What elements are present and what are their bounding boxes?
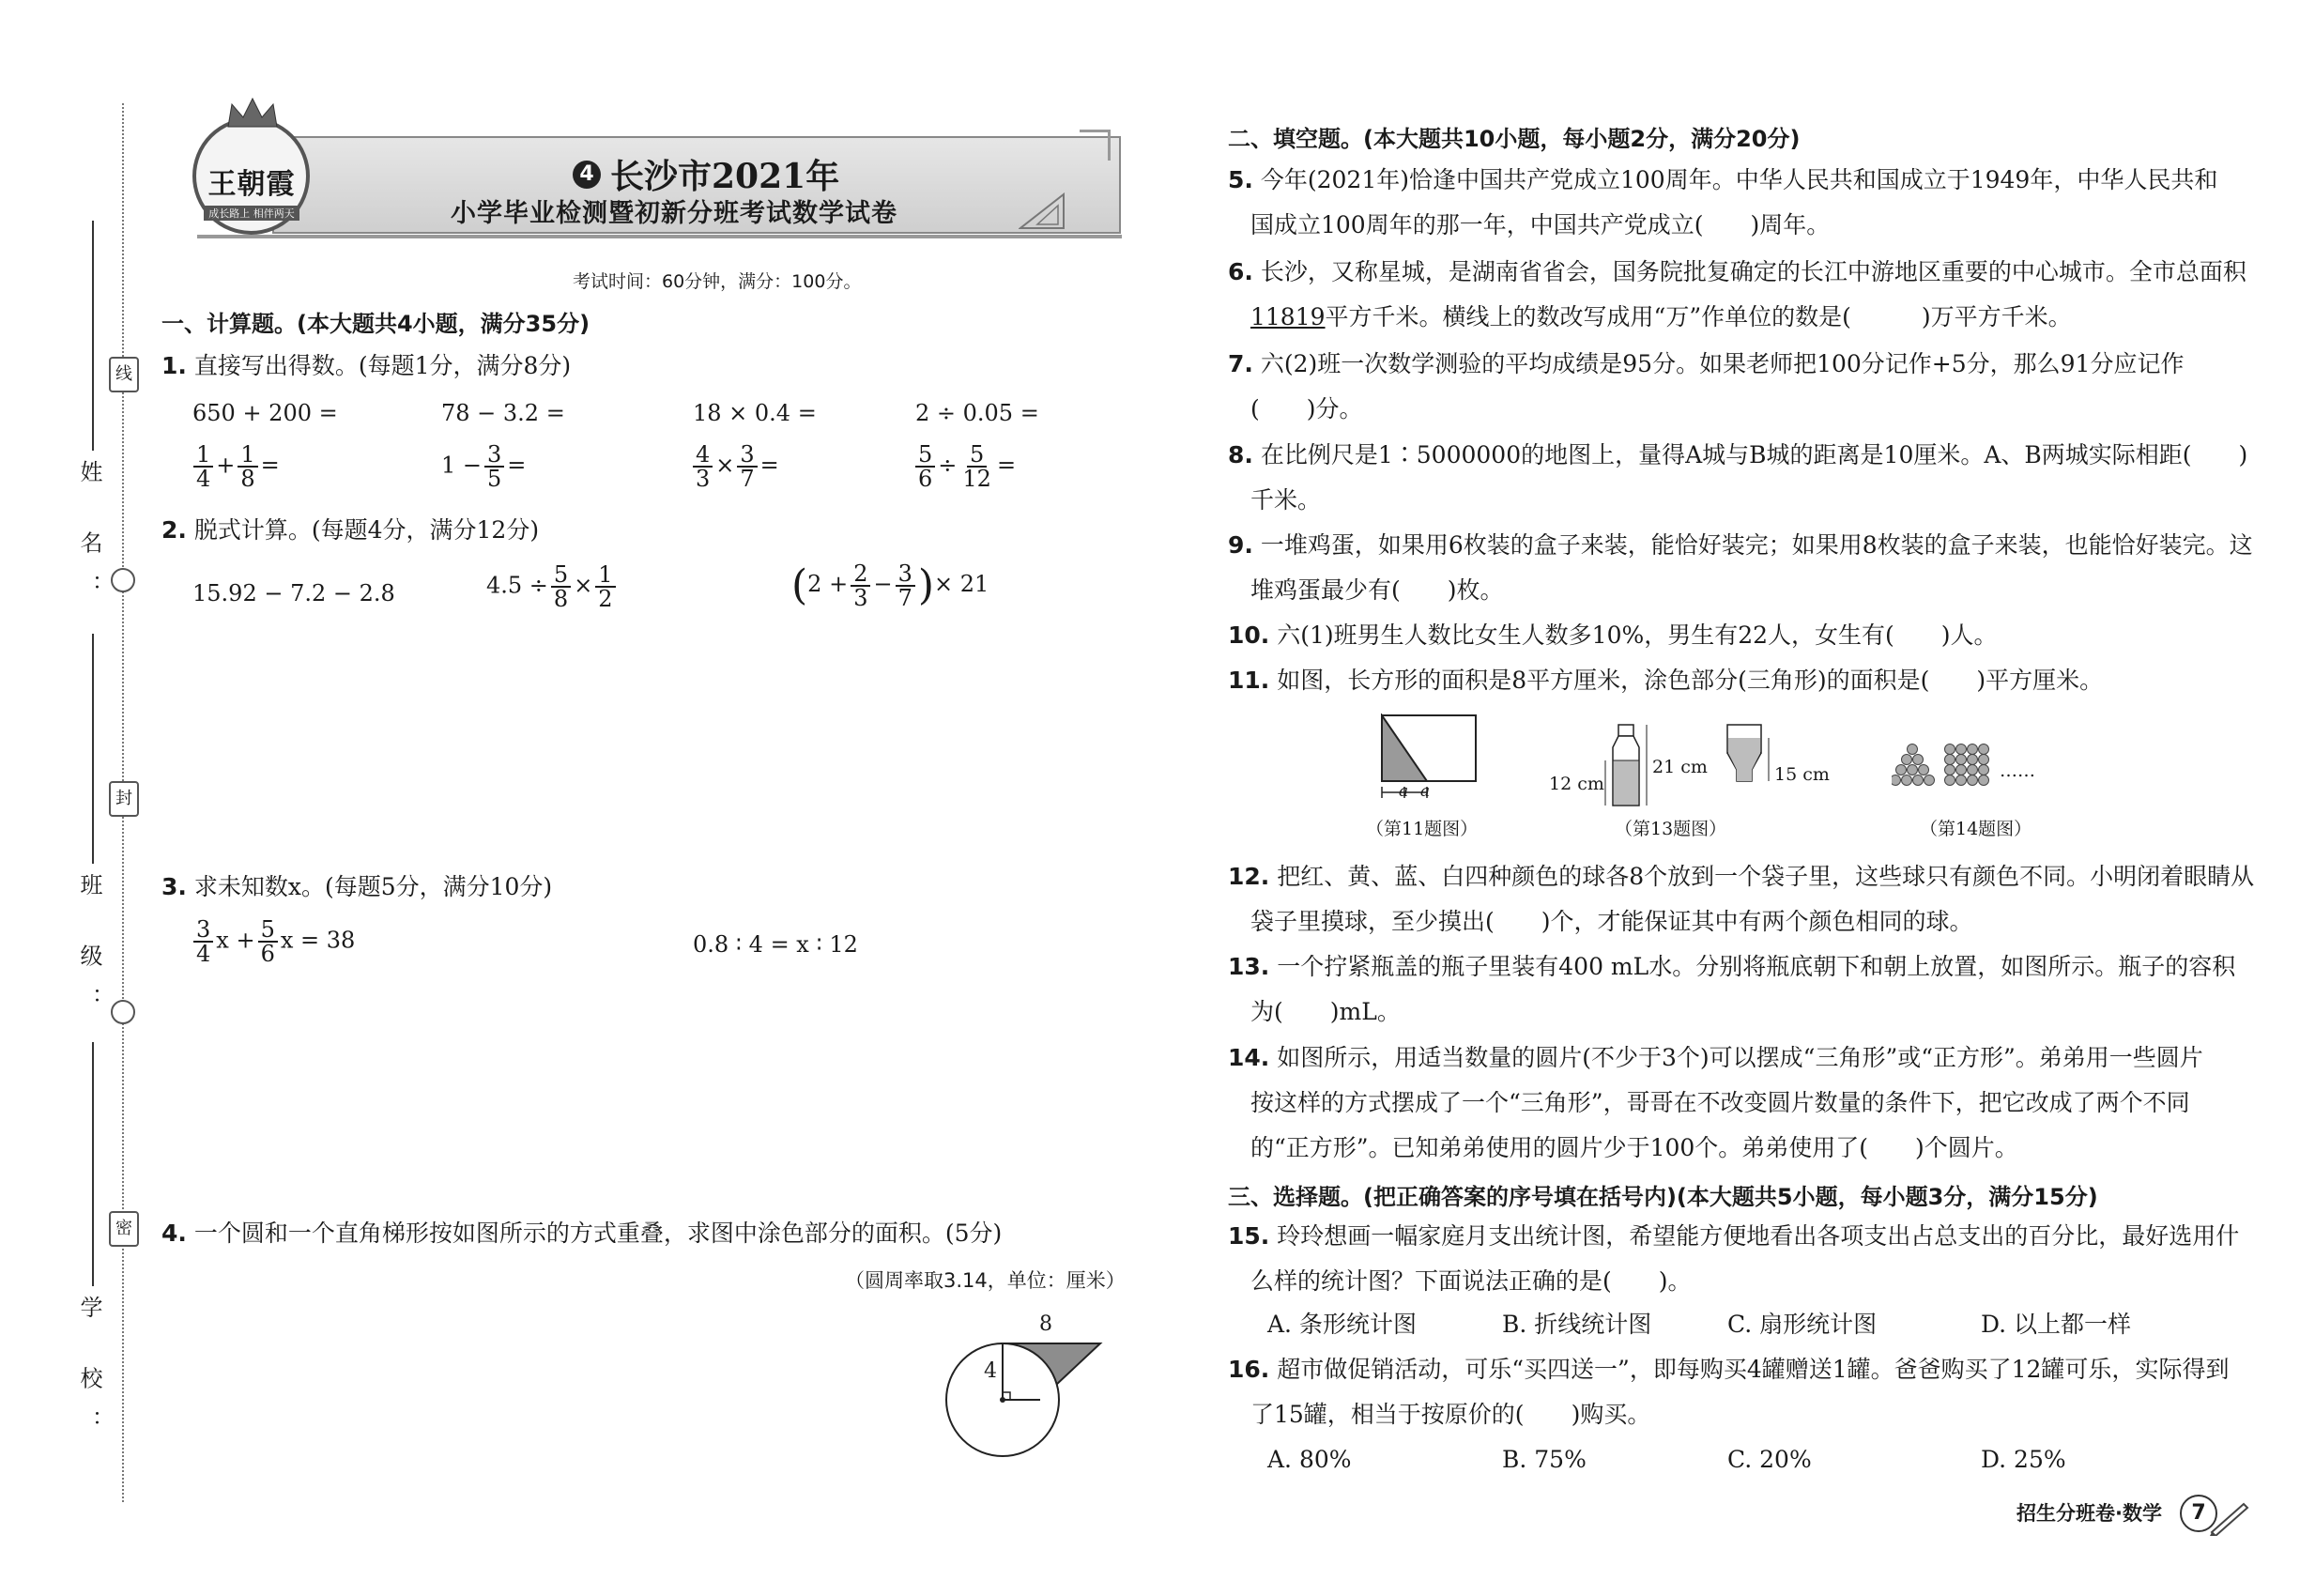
class-label: 班 级：: [76, 873, 102, 1031]
fig-11-label-a2: a: [1420, 782, 1431, 801]
q1-item-f: 1 − $\frac{3}{5}$ =: [441, 441, 527, 492]
fig-13-h3: 15 cm: [1774, 764, 1830, 785]
q11: [1228, 665, 2103, 697]
q14-number: 14.: [1228, 1044, 1270, 1071]
set-square-icon: [1019, 192, 1066, 230]
q15: [1228, 1220, 2239, 1297]
q11-line1: 如图，长方形的面积是8平方厘米，涂色部分(三角形)的面积是( )平方厘米。: [1277, 667, 2104, 694]
banner-bottom-line: [197, 235, 1122, 238]
q10-line1: 六(1)班男生人数比女生人数多10%，男生有22人，女生有( )人。: [1277, 622, 1998, 649]
q1-item-g: $\frac{4}{3}$ × $\frac{3}{7}$ =: [690, 443, 779, 490]
q1-item-a: 650 + 200 =: [192, 400, 338, 426]
q1-item-c: 18 × 0.4 =: [693, 400, 817, 426]
q4: [161, 1218, 1002, 1250]
q3-item-b: 0.8 ∶ 4 = x ∶ 12: [693, 931, 858, 958]
q14-line2: 按这样的方式摆成了一个“三角形”，哥哥在不改变圆片数量的条件下，把它改成了两个不同: [1250, 1089, 2190, 1116]
logo-badge: [192, 117, 310, 235]
q1-item-d: 2 ÷ 0.05 =: [915, 400, 1039, 426]
q6-line2: 平方千米。横线上的数改写成用“万”作单位的数是( )万平方千米。: [1325, 303, 2072, 330]
fig-14-dots: ……: [2000, 760, 2035, 781]
q14-line3: 的“正方形”。已知弟弟使用的圆片少于100个。弟弟使用了( )个圆片。: [1250, 1134, 2018, 1161]
q2-number: 2.: [161, 516, 187, 544]
page-number: 7: [2191, 1501, 2206, 1525]
q6: [1228, 256, 2246, 333]
q1-item-h: $\frac{5}{6}$ ÷ $\frac{5}{12}$ =: [912, 443, 1016, 490]
q15-line2: 么样的统计图？下面说法正确的是( )。: [1250, 1267, 1692, 1295]
q15-line1: 玲玲想画一幅家庭月支出统计图，希望能方便地看出各项支出占总支出的百分比，最好选用什: [1277, 1222, 2240, 1250]
q3-number: 3.: [161, 873, 187, 900]
q2-item-a: 15.92 − 7.2 − 2.8: [192, 580, 395, 606]
q16-option-d: D. 25%: [1981, 1446, 2066, 1473]
q16-number: 16.: [1228, 1356, 1270, 1383]
fig-13-h2: 21 cm: [1652, 757, 1708, 777]
q3-item-a: $\frac{3}{4}$ x + $\frac{5}{6}$ x = 38: [191, 918, 355, 965]
q3-text: 求未知数x。(每题5分，满分10分): [193, 873, 553, 900]
q10: [1228, 620, 1998, 652]
header-subtitle: 小学毕业检测暨初新分班考试数学试卷: [451, 199, 897, 228]
q4-note: （圆周率取3.14，单位：厘米）: [845, 1269, 1126, 1292]
class-field-line: [92, 634, 94, 864]
q9: [1228, 529, 2253, 606]
fig-11-caption: （第11题图）: [1366, 819, 1479, 839]
banner-corner-deco: [1080, 130, 1111, 161]
q16: [1228, 1354, 2229, 1431]
q1-text: 直接写出得数。(每题1分，满分8分): [193, 352, 572, 379]
exam-info: 考试时间：60分钟，满分：100分。: [573, 271, 862, 292]
logo-name: 王朝霞: [207, 168, 296, 201]
seal-char-seal: 封: [109, 781, 139, 817]
binding-hole-icon: [111, 1000, 135, 1024]
q13-number: 13.: [1228, 953, 1270, 980]
section-1-heading: 一、计算题。(本大题共4小题，满分35分): [161, 311, 590, 337]
name-field-line: [92, 221, 94, 451]
footer-book-title: 招生分班卷·数学: [2016, 1502, 2162, 1525]
q9-number: 9.: [1228, 531, 1253, 559]
pen-icon: [2208, 1498, 2250, 1536]
q9-line1: 一堆鸡蛋，如果用6枚装的盒子来装，能恰好装完；如果用8枚装的盒子来装，也能恰好装完。这: [1260, 531, 2253, 559]
q2: [161, 514, 539, 546]
crown-icon: [224, 97, 281, 129]
q4-number: 4.: [161, 1220, 187, 1247]
fig-13-caption: （第13题图）: [1615, 819, 1727, 839]
q6-line1: 长沙，又称星城，是湖南省省会，国务院批复确定的长江中游地区重要的中心城市。全市总面积: [1260, 258, 2246, 285]
q16-option-a: A. 80%: [1267, 1446, 1352, 1473]
q2-item-b: 4.5 ÷ $\frac{5}{8}$ × $\frac{1}{2}$: [486, 563, 619, 610]
q8: [1228, 439, 2247, 516]
q2-item-c-tail: × 21: [934, 571, 989, 597]
logo-motto: 成长路上 相伴两天: [204, 206, 299, 221]
q4-figure: [939, 1310, 1127, 1474]
q12: [1228, 861, 2254, 938]
q3: [161, 871, 552, 903]
q14: [1228, 1042, 2203, 1164]
fig-14: [1892, 742, 1995, 798]
q10-number: 10.: [1228, 622, 1270, 649]
q1-item-b: 78 − 3.2 =: [441, 400, 565, 426]
q8-line2: 千米。: [1250, 486, 1322, 514]
q8-number: 8.: [1228, 441, 1253, 468]
q1-item-e: $\frac{1}{4}$ + $\frac{1}{8}$ =: [191, 443, 280, 490]
q5-line2: 国成立100周年的那一年，中国共产党成立( )周年。: [1250, 211, 1831, 238]
q16-line2: 了15罐，相当于按原价的( )购买。: [1250, 1401, 1651, 1428]
q3-item-a-tail: x = 38: [280, 927, 356, 954]
seal-char-line: 线: [109, 357, 139, 392]
q16-option-c: C. 20%: [1727, 1446, 1812, 1473]
q12-line1: 把红、黄、蓝、白四种颜色的球各8个放到一个袋子里，这些球只有颜色不同。小明闭着眼睛从: [1277, 863, 2255, 890]
q13-line1: 一个拧紧瓶盖的瓶子里装有400 mL水。分别将瓶底朝下和朝上放置，如图所示。瓶子的容积: [1277, 953, 2236, 980]
binding-hole-icon: [111, 568, 135, 592]
q7: [1228, 348, 2184, 425]
q9-line2: 堆鸡蛋最少有( )枚。: [1250, 576, 1504, 604]
q8-line1: 在比例尺是1∶5000000的地图上，量得A城与B城的距离是10厘米。A、B两城实际相距( ): [1260, 441, 2248, 468]
q1: [161, 350, 571, 382]
q16-option-b: B. 75%: [1502, 1446, 1587, 1473]
header-title: 长沙市2021年: [610, 157, 840, 196]
seal-char-secret: 密: [109, 1211, 139, 1247]
name-label: 姓 名：: [76, 460, 102, 618]
q6-number: 6.: [1228, 258, 1253, 285]
q14-line1: 如图所示，用适当数量的圆片(不少于3个)可以摆成“三角形”或“正方形”。弟弟用一些圆片: [1277, 1044, 2203, 1071]
fig-11-label-a1: a: [1399, 782, 1409, 801]
q4-fig-label-top: 8: [1039, 1312, 1052, 1336]
q7-line2: ( )分。: [1250, 395, 1363, 422]
fig-13-h1: 12 cm: [1549, 774, 1604, 794]
q6-underlined-number: 11819: [1250, 303, 1326, 330]
q13: [1228, 951, 2235, 1028]
exam-number-badge: 4: [573, 161, 601, 189]
q15-option-b: B. 折线统计图: [1502, 1311, 1652, 1338]
q7-number: 7.: [1228, 350, 1253, 377]
q12-number: 12.: [1228, 863, 1270, 890]
q4-text: 一个圆和一个直角梯形按如图所示的方式重叠，求图中涂色部分的面积。(5分): [193, 1220, 1003, 1247]
fig-14-caption: （第14题图）: [1920, 819, 2032, 839]
header-title-row: [573, 150, 839, 198]
q5: [1228, 164, 2217, 241]
q5-number: 5.: [1228, 166, 1253, 193]
q7-line1: 六(2)班一次数学测验的平均成绩是95分。如果老师把100分记作+5分，那么91分应记作: [1260, 350, 2185, 377]
q12-line2: 袋子里摸球，至少摸出( )个，才能保证其中有两个颜色相同的球。: [1250, 908, 1973, 935]
section-3-heading: 三、选择题。(把正确答案的序号填在括号内)(本大题共5小题，每小题3分，满分15分): [1228, 1184, 2098, 1210]
q1-number: 1.: [161, 352, 187, 379]
q5-line1: 今年(2021年)恰逢中国共产党成立100周年。中华人民共和国成立于1949年，中华人民共和: [1260, 166, 2218, 193]
q4-fig-label-side: 4: [984, 1359, 997, 1383]
q2-item-c: (2 + $\frac{2}{3}$ − $\frac{3}{7}$ )× 21: [791, 560, 989, 611]
q2-text: 脱式计算。(每题4分，满分12分): [193, 516, 540, 544]
q15-option-d: D. 以上都一样: [1981, 1311, 2132, 1338]
q11-number: 11.: [1228, 667, 1270, 694]
q2-item-b-lead: 4.5 ÷: [486, 572, 548, 599]
q15-number: 15.: [1228, 1222, 1270, 1250]
q15-option-c: C. 扇形统计图: [1727, 1311, 1878, 1338]
q13-line2: 为( )mL。: [1250, 998, 1401, 1025]
q16-line1: 超市做促销活动，可乐“买四送一”，即每购买4罐赠送1罐。爸爸购买了12罐可乐，实际得到: [1277, 1356, 2230, 1383]
school-field-line: [92, 1042, 94, 1286]
section-2-heading: 二、填空题。(本大题共10小题，每小题2分，满分20分): [1228, 126, 1801, 152]
q15-option-a: A. 条形统计图: [1267, 1311, 1417, 1338]
school-label: 学 校：: [76, 1296, 102, 1453]
